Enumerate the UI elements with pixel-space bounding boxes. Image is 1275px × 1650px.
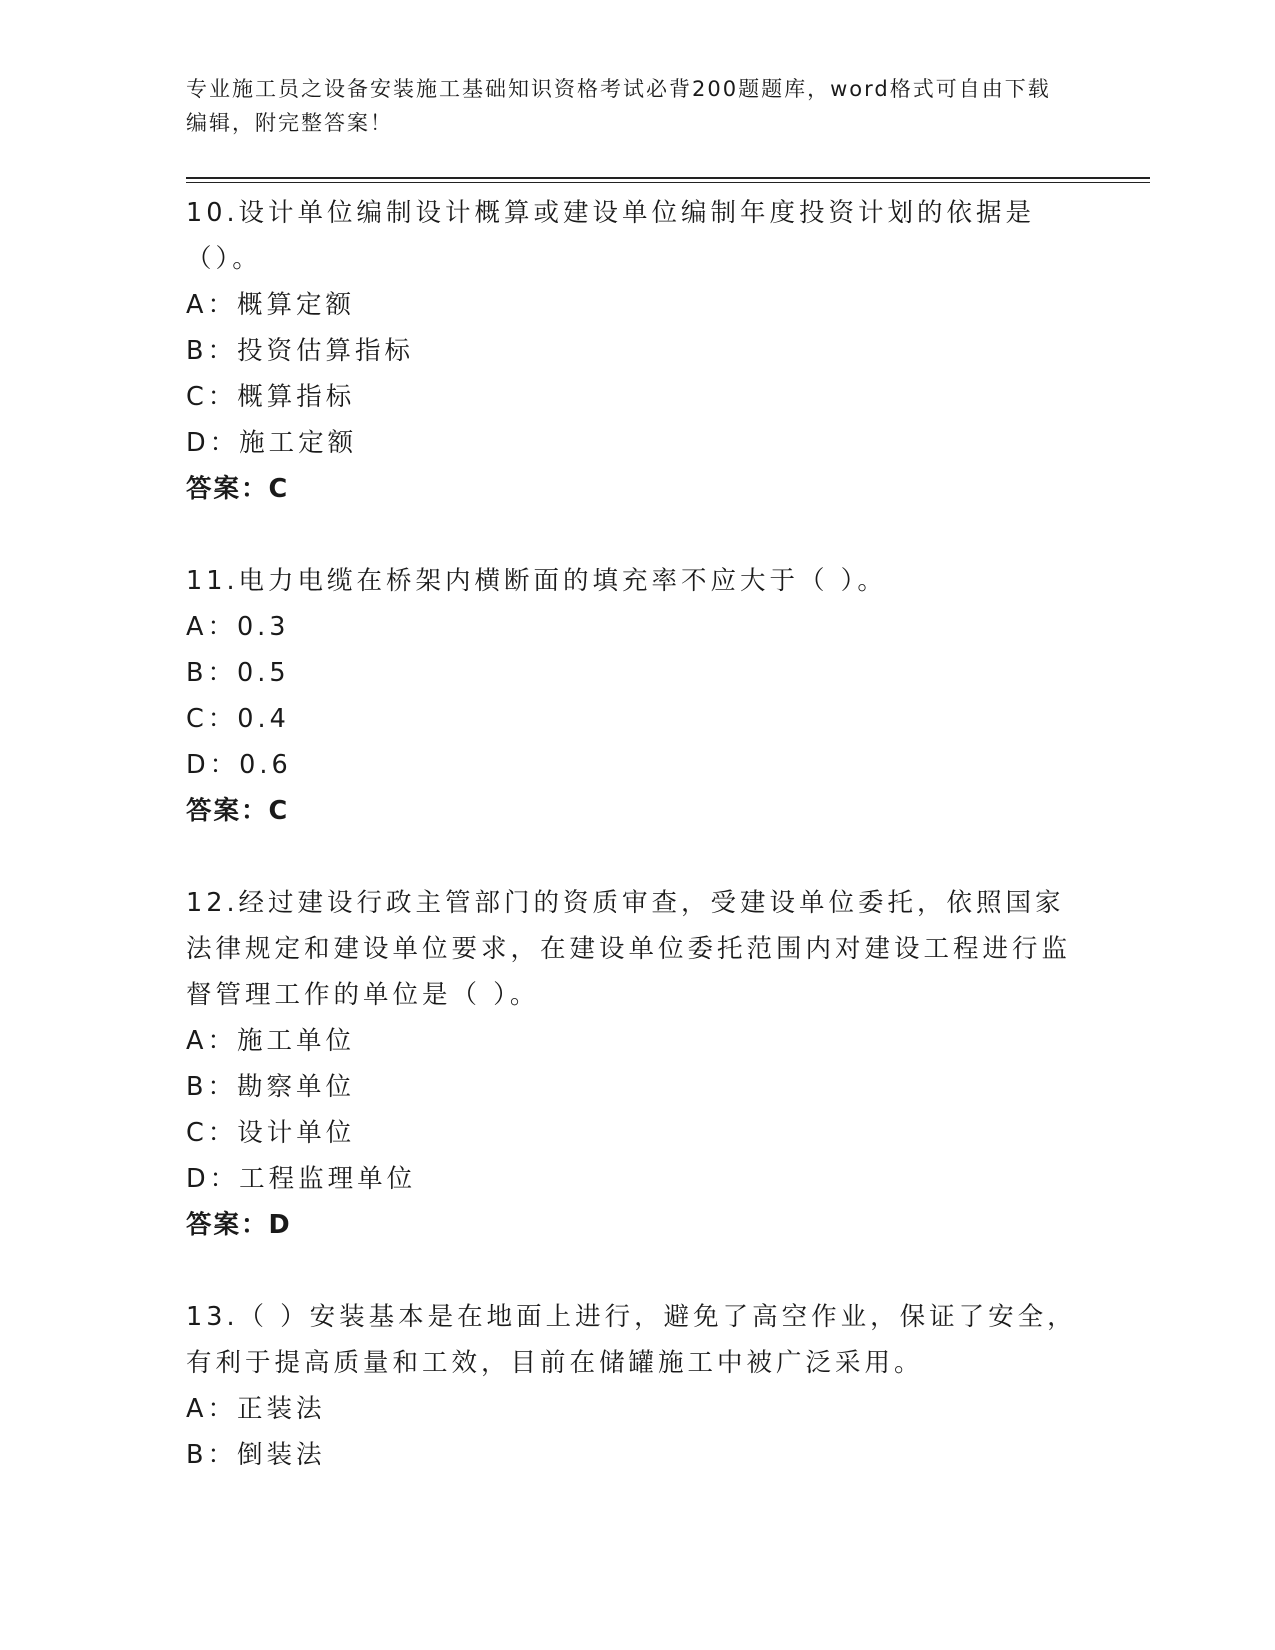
option-b: B：倒装法: [186, 1440, 326, 1470]
header-divider: [186, 177, 1150, 179]
option-b: B：勘察单位: [186, 1072, 355, 1102]
question-10: [186, 190, 1086, 512]
option-a: A：正装法: [186, 1394, 326, 1424]
question-stem: 12.经过建设行政主管部门的资质审查，受建设单位委托，依照国家法律规定和建设单位要求，在建设单位委托范围内对建设工程进行监督管理工作的单位是（ ）。: [186, 888, 1072, 1010]
question-12: [186, 880, 1086, 1248]
document-header: 专业施工员之设备安装施工基础知识资格考试必背200题题库，word格式可自由下载编辑，附完整答案！: [186, 77, 1051, 135]
question-11: [186, 558, 1086, 834]
option-c: C：0.4: [186, 704, 290, 734]
option-a: A：概算定额: [186, 290, 355, 320]
option-a: A：0.3: [186, 612, 290, 642]
question-13: [186, 1294, 1086, 1478]
option-b: B：投资估算指标: [186, 336, 414, 366]
answer: 答案：D: [186, 1210, 292, 1240]
answer: 答案：C: [186, 796, 290, 826]
option-d: D：施工定额: [186, 428, 358, 458]
option-d: D：工程监理单位: [186, 1164, 417, 1194]
answer: 答案：C: [186, 474, 290, 504]
header-divider-thin: [186, 182, 1150, 183]
option-d: D：0.6: [186, 750, 292, 780]
option-c: C：设计单位: [186, 1118, 356, 1148]
option-b: B：0.5: [186, 658, 290, 688]
question-list: [186, 190, 1086, 1524]
question-stem: 10.设计单位编制设计概算或建设单位编制年度投资计划的依据是（）。: [186, 198, 1036, 274]
option-c: C：概算指标: [186, 382, 356, 412]
option-a: A：施工单位: [186, 1026, 355, 1056]
question-stem: 11.电力电缆在桥架内横断面的填充率不应大于（ ）。: [186, 566, 887, 596]
question-stem: 13.（ ）安装基本是在地面上进行，避免了高空作业，保证了安全，有利于提高质量和工效，目前在储罐施工中被广泛采用。: [186, 1302, 1077, 1378]
